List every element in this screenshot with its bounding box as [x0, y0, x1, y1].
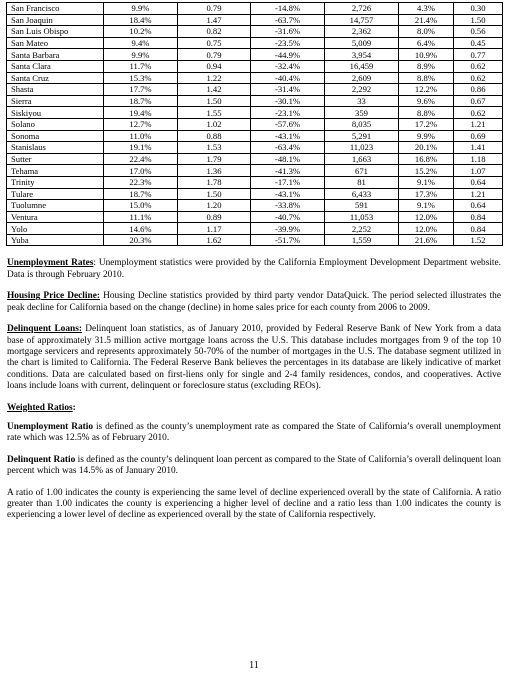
table-row: [7, 84, 503, 96]
delinquent-percent-cell: 6.4%: [399, 37, 454, 49]
unemployment-ratio-cell: 1.22: [178, 72, 251, 84]
county-name-cell: San Mateo: [7, 37, 104, 49]
unemployment-ratio-term: Unemployment Ratio: [7, 421, 93, 432]
unemployment-rate-cell: 17.0%: [104, 165, 178, 177]
page-number: 11: [249, 660, 259, 671]
price-decline-cell: -48.1%: [251, 153, 325, 165]
table-row: [7, 223, 503, 235]
unemployment-ratio-cell: 0.82: [178, 26, 251, 38]
delinquent-loans-cell: 2,252: [325, 223, 399, 235]
county-name-cell: Tuolumne: [7, 200, 104, 212]
county-name-cell: Tehama: [7, 165, 104, 177]
delinquent-percent-cell: 17.2%: [399, 118, 454, 130]
delinquent-percent-cell: 9.1%: [399, 200, 454, 212]
county-name-cell: Shasta: [7, 84, 104, 96]
delinquent-ratio-cell: 0.64: [454, 176, 503, 188]
delinquent-loans-cell: 5,291: [325, 130, 399, 142]
unemployment-ratio-cell: 1.50: [178, 95, 251, 107]
unemployment-rate-cell: 15.0%: [104, 200, 178, 212]
unemployment-rate-cell: 18.7%: [104, 188, 178, 200]
county-name-cell: Santa Barbara: [7, 49, 104, 61]
table-row: [7, 37, 503, 49]
unemployment-rate-cell: 19.4%: [104, 107, 178, 119]
delinquent-ratio-cell: 0.69: [454, 130, 503, 142]
unemployment-rate-cell: 19.1%: [104, 142, 178, 154]
delinquent-loans-paragraph: [7, 324, 501, 392]
delinquent-ratio-cell: 1.07: [454, 165, 503, 177]
delinquent-loans-cell: 6,433: [325, 188, 399, 200]
county-name-cell: San Francisco: [7, 3, 104, 15]
unemployment-rate-cell: 22.3%: [104, 176, 178, 188]
price-decline-cell: -33.8%: [251, 200, 325, 212]
county-name-cell: Yuba: [7, 234, 104, 246]
unemployment-ratio-cell: 0.89: [178, 211, 251, 223]
table-row: [7, 60, 503, 72]
county-name-cell: Yolo: [7, 223, 104, 235]
county-name-cell: Santa Clara: [7, 60, 104, 72]
unemployment-rates-paragraph: [7, 258, 501, 281]
delinquent-percent-cell: 4.3%: [399, 3, 454, 15]
county-name-cell: Ventura: [7, 211, 104, 223]
delinquent-percent-cell: 16.8%: [399, 153, 454, 165]
delinquent-loans-cell: 591: [325, 200, 399, 212]
housing-decline-heading: Housing Price Decline:: [7, 291, 100, 302]
delinquent-ratio-cell: 1.21: [454, 188, 503, 200]
unemployment-rate-cell: 9.9%: [104, 49, 178, 61]
delinquent-ratio-paragraph: [7, 455, 501, 478]
delinquent-percent-cell: 15.2%: [399, 165, 454, 177]
price-decline-cell: -31.4%: [251, 84, 325, 96]
unemployment-rate-cell: 9.9%: [104, 3, 178, 15]
delinquent-ratio-text: is defined as the county’s delinquent loan percent as compared to the State of California’s overall delinquent loan percent which was 14.5% as of January 2010.: [7, 454, 501, 477]
delinquent-ratio-cell: 1.18: [454, 153, 503, 165]
unemployment-rate-cell: 17.7%: [104, 84, 178, 96]
delinquent-loans-cell: 81: [325, 176, 399, 188]
delinquent-ratio-cell: 1.52: [454, 234, 503, 246]
price-decline-cell: -41.3%: [251, 165, 325, 177]
unemployment-rate-cell: 14.6%: [104, 223, 178, 235]
unemployment-ratio-cell: 0.75: [178, 37, 251, 49]
delinquent-loans-cell: 671: [325, 165, 399, 177]
delinquent-percent-cell: 21.4%: [399, 14, 454, 26]
table-row: [7, 49, 503, 61]
delinquent-ratio-cell: 0.62: [454, 60, 503, 72]
delinquent-percent-cell: 17.3%: [399, 188, 454, 200]
delinquent-loans-cell: 16,459: [325, 60, 399, 72]
price-decline-cell: -43.1%: [251, 130, 325, 142]
unemployment-ratio-cell: 1.47: [178, 14, 251, 26]
table-row: [7, 211, 503, 223]
unemployment-ratio-paragraph: [7, 422, 501, 445]
table-row: [7, 153, 503, 165]
delinquent-loans-cell: 2,292: [325, 84, 399, 96]
county-name-cell: Siskiyou: [7, 107, 104, 119]
price-decline-cell: -63.4%: [251, 142, 325, 154]
unemployment-ratio-cell: 0.79: [178, 49, 251, 61]
unemployment-ratio-cell: 1.78: [178, 176, 251, 188]
price-decline-cell: -32.4%: [251, 60, 325, 72]
unemployment-rate-cell: 22.4%: [104, 153, 178, 165]
price-decline-cell: -23.5%: [251, 37, 325, 49]
table-row: [7, 14, 503, 26]
table-row: [7, 72, 503, 84]
price-decline-cell: -44.9%: [251, 49, 325, 61]
unemployment-rates-heading: Unemployment Rates: [7, 258, 94, 269]
price-decline-cell: -63.7%: [251, 14, 325, 26]
delinquent-loans-cell: 11,023: [325, 142, 399, 154]
price-decline-cell: -40.4%: [251, 72, 325, 84]
table-row: [7, 142, 503, 154]
table-row: [7, 130, 503, 142]
delinquent-ratio-cell: 0.30: [454, 3, 503, 15]
housing-decline-text: Housing Decline statistics provided by third party vendor DataQuick. The period selected illustrates the peak decline for California based on the change (decline) in home sales price for each county from 2006 to 2009.: [7, 291, 502, 313]
unemployment-rate-cell: 12.7%: [104, 118, 178, 130]
table-row: [7, 26, 503, 38]
delinquent-percent-cell: 12.0%: [399, 223, 454, 235]
table-row: [7, 200, 503, 212]
delinquent-loans-cell: 2,362: [325, 26, 399, 38]
delinquent-percent-cell: 21.6%: [399, 234, 454, 246]
delinquent-ratio-cell: 0.84: [454, 223, 503, 235]
delinquent-ratio-cell: 0.62: [454, 72, 503, 84]
price-decline-cell: -57.6%: [251, 118, 325, 130]
delinquent-percent-cell: 9.9%: [399, 130, 454, 142]
unemployment-rates-text: : Unemployment statistics were provided by the California Employment Development Department website. Data is through February 2010.: [7, 258, 502, 280]
delinquent-ratio-cell: 0.84: [454, 211, 503, 223]
delinquent-loans-cell: 33: [325, 95, 399, 107]
county-data-table: [6, 2, 503, 246]
delinquent-ratio-cell: 0.86: [454, 84, 503, 96]
price-decline-cell: -40.7%: [251, 211, 325, 223]
unemployment-ratio-cell: 0.79: [178, 3, 251, 15]
county-name-cell: Sierra: [7, 95, 104, 107]
delinquent-loans-cell: 2,609: [325, 72, 399, 84]
unemployment-ratio-cell: 1.02: [178, 118, 251, 130]
delinquent-loans-text: Delinquent loan statistics, as of January 2010, provided by Federal Reserve Bank of New York from a data base of approximately 31.5 million active mortgage loans across the U.S. This database includes mortgages from 9 of the top 10 mortgage servicers and represents approximately 50-70% of the number of mortgages in the U.S. The database segment utilized in the chart is limited to California. The Federal Reserve Bank believes the percentages in its database are likely indicative of market conditions. Data are calculated based on first-liens only for single and 2-4 family residences, condos, and cooperatives. Active loans include loans with current, delinquent or foreclosure status (excluding REOs).: [7, 324, 501, 392]
unemployment-ratio-cell: 1.50: [178, 188, 251, 200]
weighted-ratios-paragraph: [7, 403, 501, 414]
table-body: [7, 3, 503, 246]
table-row: [7, 118, 503, 130]
price-decline-cell: -14.8%: [251, 3, 325, 15]
county-name-cell: Sutter: [7, 153, 104, 165]
delinquent-loans-cell: 5,009: [325, 37, 399, 49]
unemployment-rate-cell: 18.7%: [104, 95, 178, 107]
delinquent-loans-cell: 11,053: [325, 211, 399, 223]
delinquent-loans-cell: 3,954: [325, 49, 399, 61]
delinquent-loans-cell: 1,559: [325, 234, 399, 246]
price-decline-cell: -31.6%: [251, 26, 325, 38]
county-name-cell: San Luis Obispo: [7, 26, 104, 38]
delinquent-ratio-term: Delinquent Ratio: [7, 454, 76, 465]
unemployment-ratio-cell: 1.62: [178, 234, 251, 246]
price-decline-cell: -43.1%: [251, 188, 325, 200]
unemployment-rate-cell: 10.2%: [104, 26, 178, 38]
unemployment-rate-cell: 18.4%: [104, 14, 178, 26]
delinquent-loans-cell: 359: [325, 107, 399, 119]
table-row: [7, 3, 503, 15]
delinquent-percent-cell: 8.9%: [399, 60, 454, 72]
table-row: [7, 107, 503, 119]
table-row: [7, 165, 503, 177]
weighted-ratios-heading: Weighted Ratios: [7, 402, 73, 413]
delinquent-ratio-cell: 0.77: [454, 49, 503, 61]
delinquent-percent-cell: 9.1%: [399, 176, 454, 188]
delinquent-loans-cell: 8,035: [325, 118, 399, 130]
county-name-cell: Solano: [7, 118, 104, 130]
delinquent-loans-cell: 2,726: [325, 3, 399, 15]
delinquent-loans-heading: Delinquent Loans:: [7, 324, 82, 335]
delinquent-ratio-cell: 0.62: [454, 107, 503, 119]
delinquent-loans-cell: 1,663: [325, 153, 399, 165]
county-name-cell: Tulare: [7, 188, 104, 200]
housing-decline-paragraph: [7, 291, 501, 314]
unemployment-ratio-cell: 0.88: [178, 130, 251, 142]
unemployment-ratio-cell: 1.79: [178, 153, 251, 165]
unemployment-rate-cell: 11.0%: [104, 130, 178, 142]
unemployment-ratio-cell: 1.36: [178, 165, 251, 177]
county-name-cell: Santa Cruz: [7, 72, 104, 84]
unemployment-ratio-cell: 1.53: [178, 142, 251, 154]
table-row: [7, 234, 503, 246]
unemployment-ratio-cell: 1.42: [178, 84, 251, 96]
unemployment-ratio-cell: 0.94: [178, 60, 251, 72]
delinquent-percent-cell: 20.1%: [399, 142, 454, 154]
table-row: [7, 176, 503, 188]
unemployment-rate-cell: 9.4%: [104, 37, 178, 49]
ratio-explanation-paragraph: [7, 488, 501, 522]
county-name-cell: Sonoma: [7, 130, 104, 142]
table-row: [7, 95, 503, 107]
delinquent-percent-cell: 8.8%: [399, 107, 454, 119]
unemployment-ratio-cell: 1.20: [178, 200, 251, 212]
delinquent-ratio-cell: 0.64: [454, 200, 503, 212]
delinquent-ratio-cell: 0.56: [454, 26, 503, 38]
table-row: [7, 188, 503, 200]
delinquent-percent-cell: 8.8%: [399, 72, 454, 84]
unemployment-rate-cell: 20.3%: [104, 234, 178, 246]
delinquent-ratio-cell: 0.67: [454, 95, 503, 107]
price-decline-cell: -17.1%: [251, 176, 325, 188]
delinquent-percent-cell: 12.0%: [399, 211, 454, 223]
unemployment-rate-cell: 11.7%: [104, 60, 178, 72]
delinquent-ratio-cell: 0.45: [454, 37, 503, 49]
price-decline-cell: -23.1%: [251, 107, 325, 119]
delinquent-percent-cell: 10.9%: [399, 49, 454, 61]
delinquent-loans-cell: 14,757: [325, 14, 399, 26]
delinquent-ratio-cell: 1.50: [454, 14, 503, 26]
county-name-cell: Stanislaus: [7, 142, 104, 154]
unemployment-ratio-text: is defined as the county’s unemployment rate as compared the State of California’s overall unemployment rate which was 12.5% as of February 2010.: [7, 421, 501, 444]
price-decline-cell: -30.1%: [251, 95, 325, 107]
unemployment-rate-cell: 11.1%: [104, 211, 178, 223]
unemployment-ratio-cell: 1.55: [178, 107, 251, 119]
delinquent-percent-cell: 8.0%: [399, 26, 454, 38]
weighted-ratios-colon: :: [72, 402, 76, 413]
unemployment-ratio-cell: 1.17: [178, 223, 251, 235]
delinquent-percent-cell: 9.6%: [399, 95, 454, 107]
ratio-explanation-text: A ratio of 1.00 indicates the county is experiencing the same level of decline experienced overall by the state of California. A ratio greater than 1.00 indicates the county is experiencing a higher level of decline and a ratio less than 1.00 indicates the county is experiencing a lower level of decline as experienced overall by the state of California respectively.: [7, 487, 501, 521]
price-decline-cell: -39.9%: [251, 223, 325, 235]
county-name-cell: San Joaquin: [7, 14, 104, 26]
delinquent-ratio-cell: 1.21: [454, 118, 503, 130]
delinquent-ratio-cell: 1.41: [454, 142, 503, 154]
price-decline-cell: -51.7%: [251, 234, 325, 246]
unemployment-rate-cell: 15.3%: [104, 72, 178, 84]
county-name-cell: Trinity: [7, 176, 104, 188]
delinquent-percent-cell: 12.2%: [399, 84, 454, 96]
